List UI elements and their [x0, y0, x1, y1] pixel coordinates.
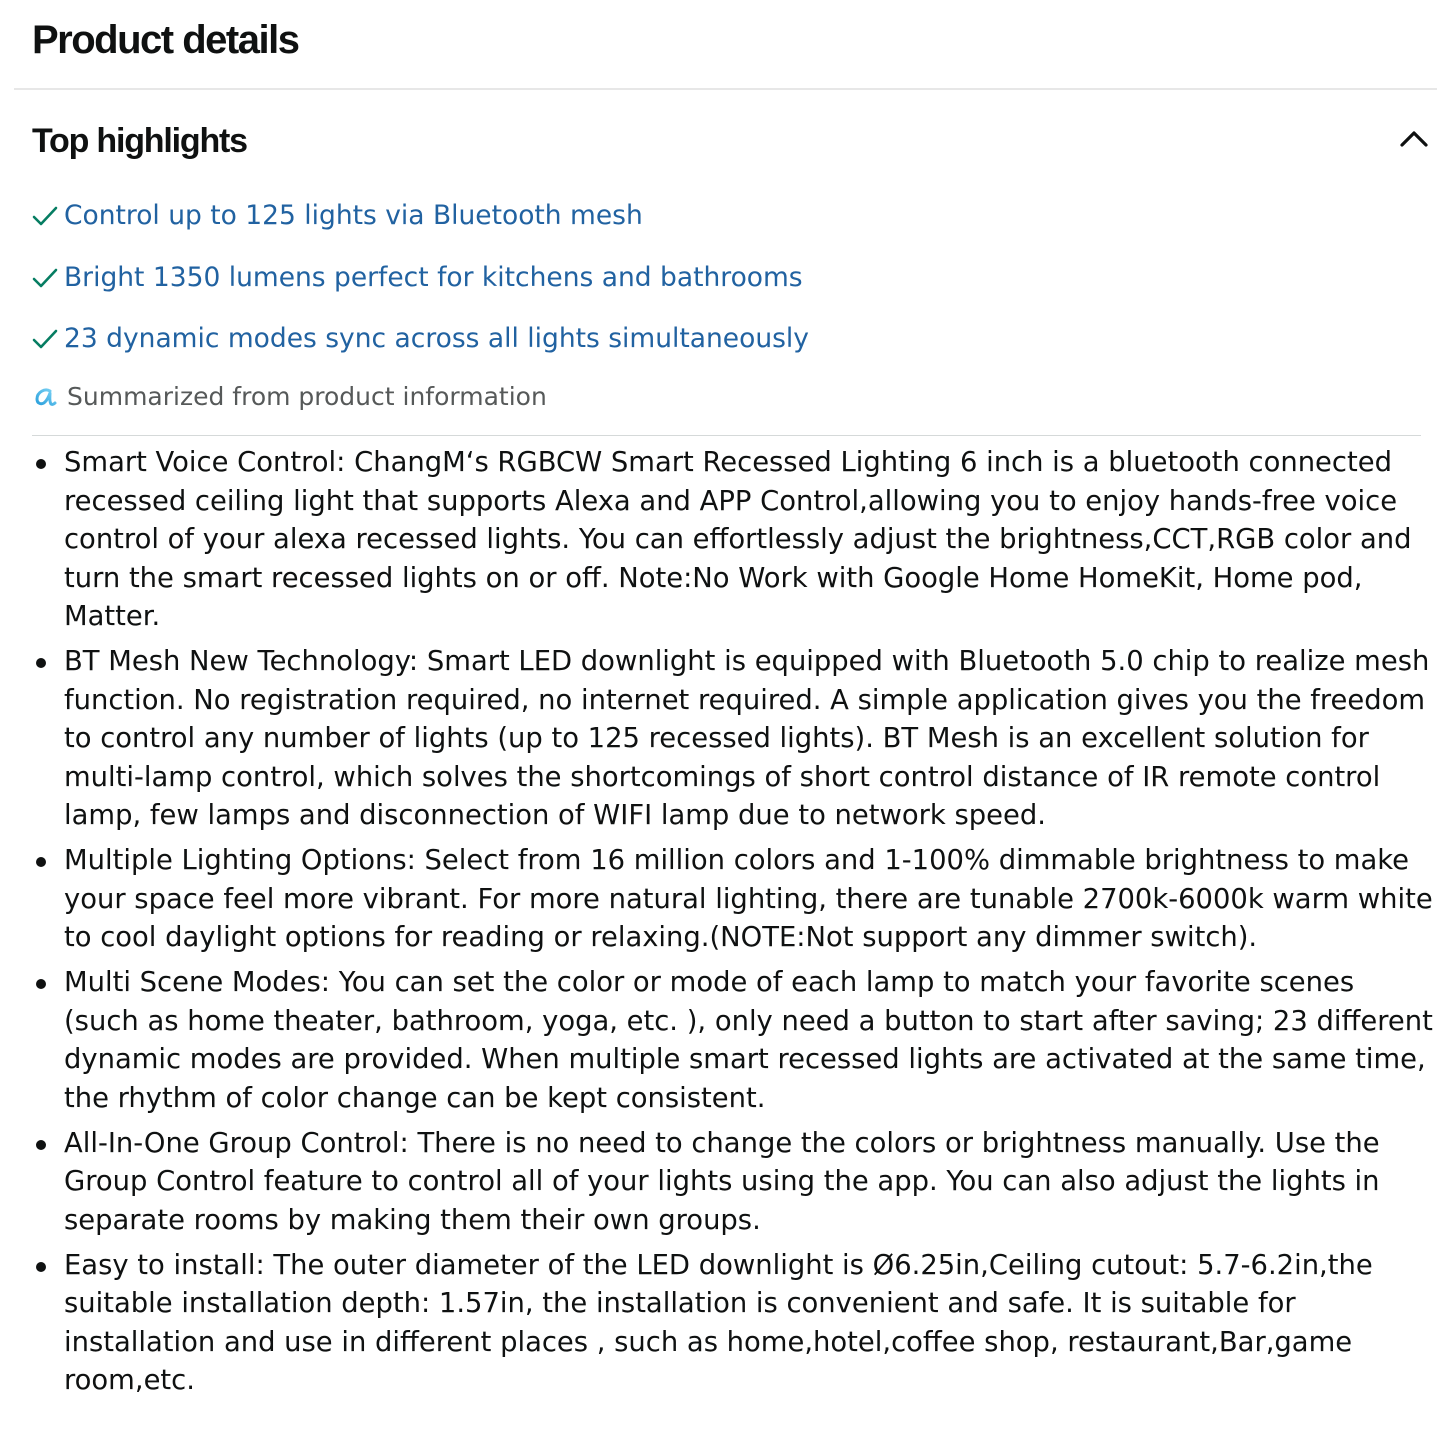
feature-bullet: Multi Scene Modes: You can set the color or mode of each lamp to match your favorite scenes (such as home theater, bathroom, yoga, etc. ), only need a button to start after saving; 23 different dynamic modes are provided. When multiple smart recessed lights are activated at the same time, the rhythm of color change can be kept consistent.	[64, 964, 1434, 1118]
highlight-item[interactable]	[32, 258, 809, 298]
feature-bullet: Multiple Lighting Options: Select from 16 million colors and 1-100% dimmable brightness to make your space feel more vibrant. For more natural lighting, there are tunable 2700k-6000k warm white to cool daylight options for reading or relaxing.(NOTE:Not support any dimmer switch).	[64, 842, 1434, 958]
top-divider	[14, 88, 1437, 90]
ai-sparkle-icon	[32, 384, 58, 410]
highlight-item[interactable]	[32, 319, 809, 359]
feature-bullet: Easy to install: The outer diameter of the LED downlight is Ø6.25in,Ceiling cutout: 5.7-6.2in,the suitable installation depth: 1.57in, the installation is convenient and safe. It is suitable for installation and use in different places , such as home,hotel,coffee shop, restaurant,Bar,game room,etc.	[64, 1247, 1434, 1401]
feature-bullet: All-In-One Group Control: There is no need to change the colors or brightness manually. Use the Group Control feature to control all of your lights using the app. You can also adjust the lights in separate rooms by making them their own groups.	[64, 1125, 1434, 1241]
check-icon	[32, 267, 58, 289]
highlight-text: Control up to 125 lights via Bluetooth mesh	[64, 200, 643, 231]
feature-bullet-list	[64, 444, 1434, 1407]
highlight-text: Bright 1350 lumens perfect for kitchens and bathrooms	[64, 261, 803, 293]
summary-note	[32, 378, 547, 416]
highlight-item[interactable]	[32, 196, 809, 236]
section-title: Top highlights	[32, 122, 247, 160]
feature-bullet: BT Mesh New Technology: Smart LED downlight is equipped with Bluetooth 5.0 chip to realize mesh function. No registration required, no internet required. A simple application gives you the freedom to control any number of lights (up to 125 recessed lights). BT Mesh is an excellent solution for multi-lamp control, which solves the shortcomings of short control distance of IR remote control lamp, few lamps and disconnection of WIFI lamp due to network speed.	[64, 643, 1434, 836]
check-icon	[32, 328, 58, 350]
feature-bullet: Smart Voice Control: ChangM‘s RGBCW Smart Recessed Lighting 6 inch is a bluetooth connected recessed ceiling light that supports Alexa and APP Control,allowing you to enjoy hands-free voice control of your alexa recessed lights. You can effortlessly adjust the brightness,CCT,RGB color and turn the smart recessed lights on or off. Note:No Work with Google Home HomeKit, Home pod, Matter.	[64, 444, 1434, 637]
summary-text: Summarized from product information	[67, 382, 547, 411]
chevron-up-icon[interactable]	[1397, 122, 1431, 156]
page-title: Product details	[32, 18, 299, 62]
section-divider	[32, 435, 1421, 436]
top-highlights-header[interactable]	[32, 114, 1431, 168]
check-icon	[32, 205, 58, 227]
highlight-text: 23 dynamic modes sync across all lights simultaneously	[64, 323, 809, 354]
highlights-list	[32, 196, 809, 381]
